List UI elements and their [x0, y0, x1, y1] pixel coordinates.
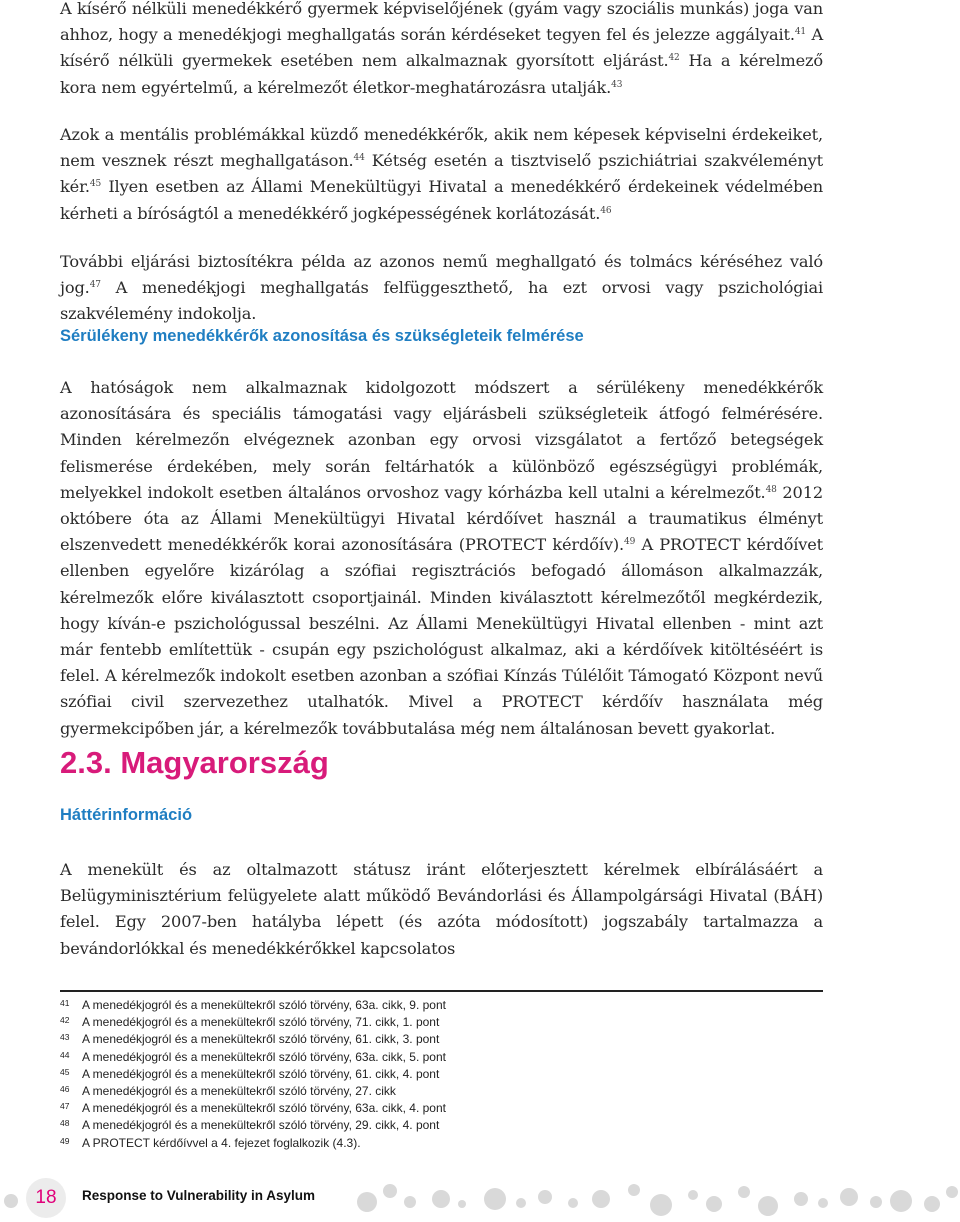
- decorative-dot: [706, 1196, 722, 1212]
- footer-publication-title: Response to Vulnerability in Asylum: [82, 1188, 316, 1203]
- footnote-number: 45: [60, 1066, 70, 1077]
- page-footer: [0, 1170, 960, 1222]
- footnote-ref-46[interactable]: 46: [600, 205, 612, 216]
- decorative-dot: [516, 1198, 526, 1208]
- footnote-item: [60, 1083, 823, 1100]
- footnote-number: 42: [60, 1015, 70, 1026]
- footnote-number: 47: [60, 1101, 70, 1112]
- decorative-dot: [458, 1200, 466, 1208]
- section-heading-hungary: 2.3. Magyarország: [60, 745, 329, 780]
- footnote-divider: [60, 990, 823, 992]
- footnote-item: [60, 1049, 823, 1066]
- paragraph-unaccompanied-children: A kísérő nélküli menedékkérő gyermek képviselőjének (gyám vagy szociális munkás) joga van ahhoz, hogy a menedékjogi meghallgatás során kérdéseket tegyen fel és jelezze aggályait.$^{41}$ A kísérő nélküli gyermekek esetében nem alkalmaznak gyorsított eljárást.$^{42}$ Ha a kérelmező kora nem egyértelmű, a kérelmezőt életkor-meghatározásra utalják.$^{43}$: [60, 0, 823, 97]
- footnote-text: A menedékjogról és a menekültekről szóló törvény, 63a. cikk, 9. pont: [82, 998, 446, 1012]
- decorative-dot: [758, 1196, 778, 1216]
- paragraph-background: A menekült és az oltalmazott státusz iránt előterjesztett kérelmek elbírálásáért a Belügyminisztérium felügyelete alatt működő Bevándorlási és Állampolgársági Hivatal (BÁH) felel. Egy 2007-ben hatályba lépett (és azóta módosított) jogszabály tartalmazza a bevándorlókkal és menedékkérőkkel kapcsolatos: [60, 860, 823, 958]
- decorative-dot: [688, 1190, 698, 1200]
- decorative-dot: [357, 1192, 377, 1212]
- footnote-ref-41[interactable]: 41: [794, 27, 806, 38]
- footnote-text: A menedékjogról és a menekültekről szóló törvény, 61. cikk, 4. pont: [82, 1066, 440, 1081]
- footnote-number: 46: [60, 1083, 70, 1094]
- footnote-text: A menedékjogról és a menekültekről szóló törvény, 61. cikk, 3. pont: [82, 1032, 440, 1047]
- footnote-item: [60, 1100, 823, 1117]
- footnote-item: [60, 997, 823, 1014]
- decorative-dot: [794, 1192, 808, 1206]
- footnote-text: A menedékjogról és a menekültekről szóló törvény, 27. cikk: [82, 1083, 396, 1098]
- footnote-number: 43: [60, 1032, 70, 1043]
- footnote-text: A menedékjogról és a menekültekről szóló törvény, 63a. cikk, 5. pont: [82, 1049, 446, 1064]
- footnote-ref-42[interactable]: 42: [668, 53, 680, 64]
- footnote-number: 48: [60, 1118, 70, 1129]
- heading-vulnerable-identification: Sérülékeny menedékkérők azonosítása és szükségleteik felmérése: [60, 327, 584, 345]
- footnote-list: [60, 997, 823, 1152]
- footnote-ref-44[interactable]: 44: [353, 153, 365, 164]
- footnote-number: 44: [60, 1049, 70, 1060]
- paragraph-mental-health: Azok a mentális problémákkal küzdő menedékkérők, akik nem képesek képviselni érdekeiket, nem vesznek részt meghallgatáson.$^{44}$ Kétség esetén a tisztviselő pszichiátriai szakvéleményt kér.$^{45}$ Ilyen esetben az Állami Menekültügyi Hivatal a menedékkérő érdekeinek védelmében kérheti a bíróságtól a menedékkérő jogképességének korlátozását.$^{46}$: [60, 125, 823, 223]
- footnote-item: [60, 1117, 823, 1134]
- decorative-dot: [568, 1198, 578, 1208]
- page-number-badge: 18: [26, 1178, 66, 1218]
- footnote-ref-49[interactable]: 49: [624, 537, 636, 548]
- footnote-item: [60, 1135, 823, 1152]
- decorative-dot: [650, 1194, 672, 1216]
- decorative-dot: [4, 1194, 18, 1208]
- footnote-item: [60, 1066, 823, 1083]
- decorative-dot: [383, 1184, 397, 1198]
- heading-background-info: Háttérinformáció: [60, 806, 193, 824]
- footnote-text: A menedékjogról és a menekültekről szóló törvény, 63a. cikk, 4. pont: [82, 1101, 446, 1116]
- footnote-text: A PROTECT kérdőívvel a 4. fejezet foglalkozik (4.3).: [82, 1135, 361, 1150]
- footnote-text: A menedékjogról és a menekültekről szóló törvény, 29. cikk, 4. pont: [82, 1118, 440, 1133]
- footnote-ref-45[interactable]: 45: [89, 179, 102, 190]
- decorative-dot: [538, 1190, 552, 1204]
- footnote-ref-43[interactable]: 43: [611, 79, 623, 90]
- decorative-dot: [738, 1186, 750, 1198]
- decorative-dot: [818, 1198, 828, 1208]
- footnote-number: 49: [60, 1135, 70, 1146]
- footnote-number: 41: [60, 998, 70, 1008]
- footnote-item: [60, 1031, 823, 1048]
- footnote-item: [60, 1014, 823, 1031]
- decorative-dot: [404, 1196, 416, 1208]
- footnote-ref-47[interactable]: 47: [89, 280, 101, 291]
- footnote-ref-48[interactable]: 48: [765, 484, 777, 495]
- decorative-dot: [484, 1188, 506, 1210]
- decorative-dot: [890, 1190, 912, 1212]
- decorative-dot: [870, 1196, 882, 1208]
- decorative-dot: [924, 1196, 940, 1212]
- paragraph-identification-methods: A hatóságok nem alkalmaznak kidolgozott módszert a sérülékeny menedékkérők azonosítására és speciális támogatási vagy eljárásbeli szükségleteik átfogó felmérésére. Minden kérelmezőn elvégeznek azonban egy orvosi vizsgálatot a fertőző betegségek felismerése érdekében, mely során feltárhatók a különböző egészségügyi problémák, melyekkel indokolt esetben általános orvoshoz vagy kórházba kell utalni a kérelmezőt.$^{48}$ 2012 októbere óta az Állami Menekültügyi Hivatal kérdőívet használ a traumatikus élményt elszenvedett menedékkérők korai azonosítására (PROTECT kérdőív).$^{49}$ A PROTECT kérdőívet ellenben egyelőre kizárólag a szófiai regisztrációs befogadó állomáson alkalmazzák, kérelmezők előre kiválasztott csoportjainál. Minden kiválasztott kérelmezőtől megkérdezik, hogy kíván-e pszichológussal beszélni. Az Állami Menekültügyi Hivatal ellenben - mint azt már fentebb említettük - csupán egy pszichológust alkalmaz, aki a kérdőívek kitöltéséért is felel. A kérelmezők indokolt esetben azonban a szófiai Kínzás Túlélőit Támogató Központ nevű szófiai civil szervezethez utalhatók. Mivel a PROTECT kérdőív használata még gyermekcipőben jár, a kérelmezők továbbutalása még nem általánosan bevett gyakorlat.: [60, 378, 824, 738]
- footnote-text: A menedékjogról és a menekültekről szóló törvény, 71. cikk, 1. pont: [82, 1015, 440, 1030]
- decorative-dot: [946, 1186, 958, 1198]
- paragraph-procedural-guarantees: További eljárási biztosítékra példa az azonos nemű meghallgató és tolmács kéréséhez való jog.$^{47}$ A menedékjogi meghallgatás felfüggeszthető, ha ezt orvosi vagy pszichológiai szakvélemény indokolja.: [60, 252, 823, 324]
- decorative-dot: [432, 1190, 450, 1208]
- decorative-dot: [592, 1190, 610, 1208]
- decorative-dot: [628, 1184, 640, 1196]
- decorative-dot: [840, 1188, 858, 1206]
